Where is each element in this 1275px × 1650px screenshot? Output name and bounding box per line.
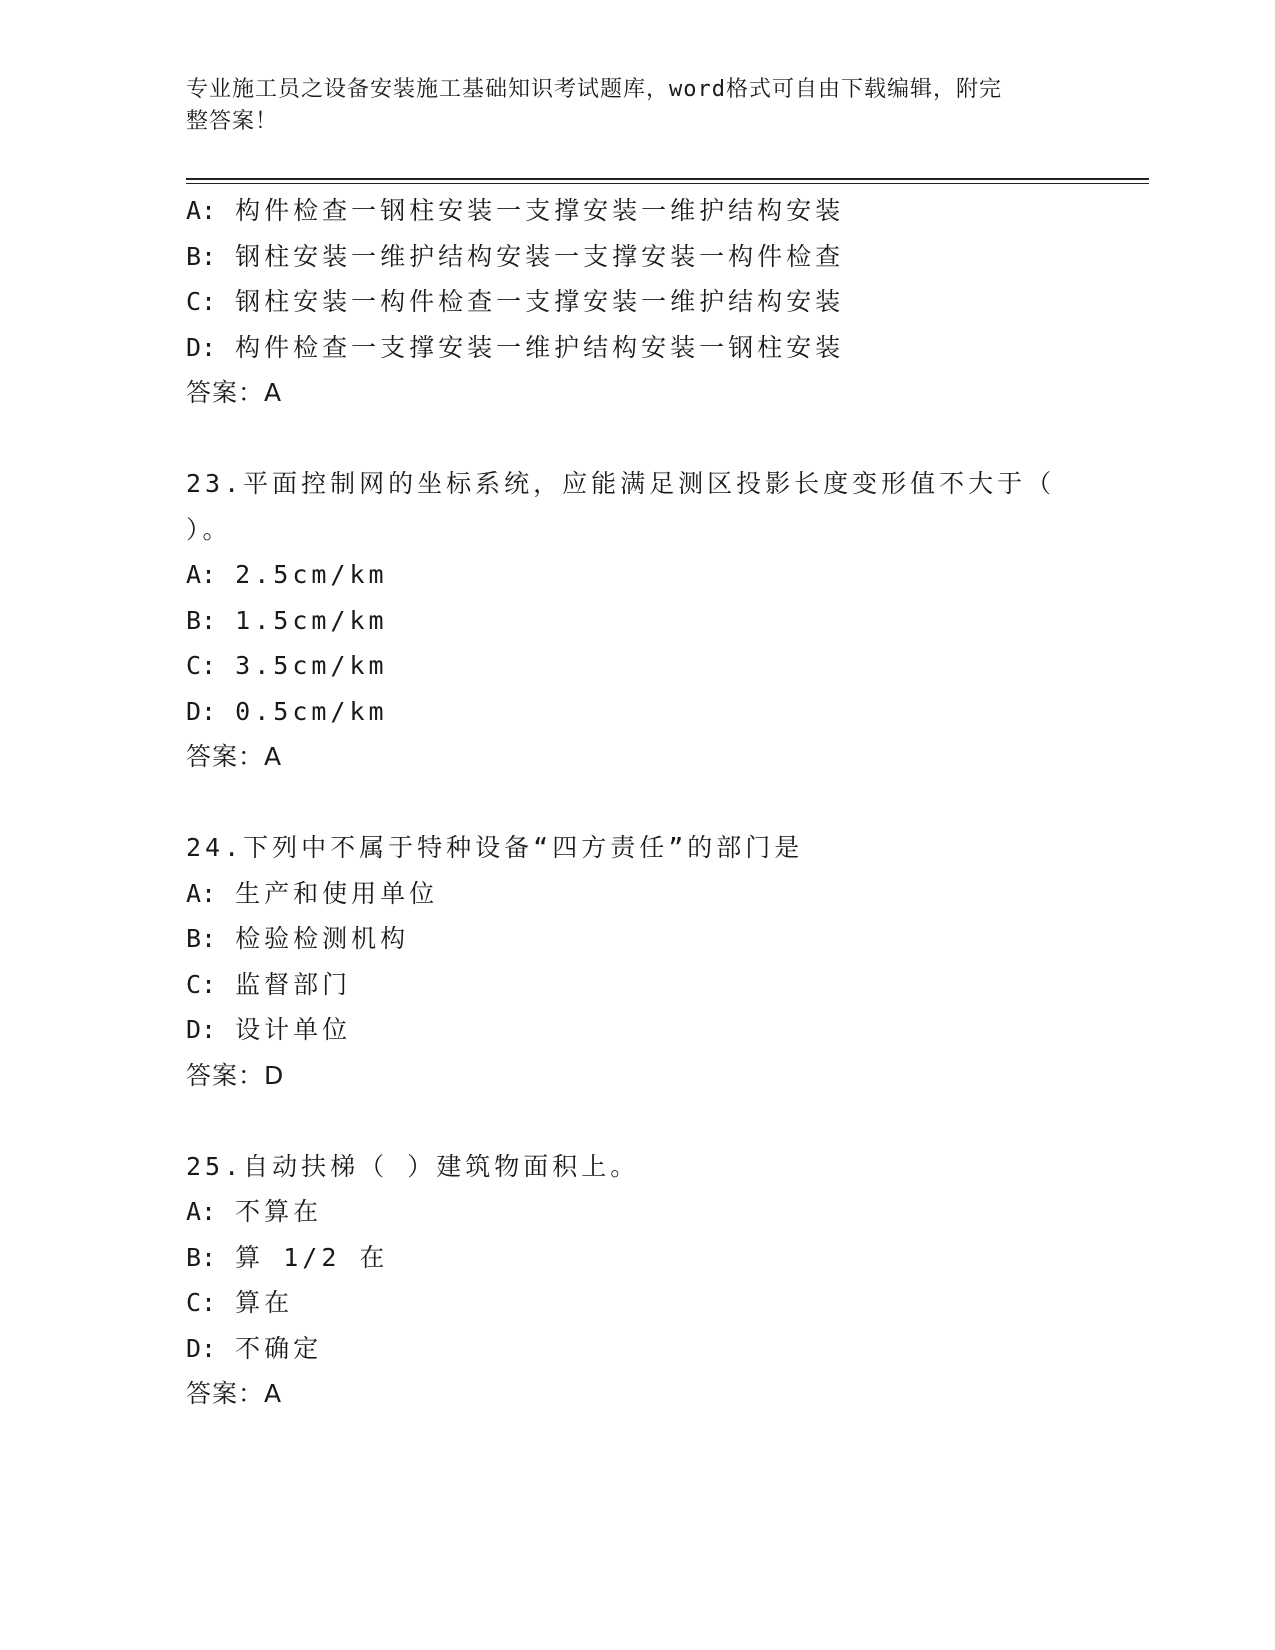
header-line-2: 整答案！: [186, 109, 279, 134]
option-label: C:: [186, 287, 217, 316]
spacer: [186, 416, 1086, 462]
option-label: D:: [186, 1015, 217, 1044]
option-label: D:: [186, 1333, 217, 1363]
option-d: [186, 325, 1086, 371]
option-label: A:: [186, 878, 217, 908]
question-stem: 24.下列中不属于特种设备“四方责任”的部门是: [186, 833, 804, 862]
option-a: [186, 871, 1086, 917]
option-b: [186, 234, 1086, 280]
answer-line: 答案：D: [186, 1060, 285, 1090]
question-22: [186, 188, 1086, 416]
header-divider-thick: [186, 178, 1149, 180]
option-text: 1.5cm/km: [235, 605, 388, 635]
option-b: [186, 598, 1086, 644]
question-23: [186, 461, 1086, 780]
option-text: 构件检查一钢柱安装一支撑安装一维护结构安装: [235, 196, 845, 225]
option-text: 2.5cm/km: [235, 560, 388, 589]
answer-line: 答案：A: [186, 378, 283, 407]
question-content: [186, 188, 1086, 1417]
option-b: [186, 916, 1086, 962]
option-text: 算在: [235, 1288, 294, 1317]
option-text: 设计单位: [235, 1015, 352, 1044]
option-text: 监督部门: [235, 969, 352, 999]
document-header: [186, 74, 1066, 138]
option-label: D:: [186, 696, 217, 726]
option-text: 不确定: [235, 1333, 323, 1363]
option-text: 钢柱安装一维护结构安装一支撑安装一构件检查: [235, 241, 845, 271]
option-text: 检验检测机构: [235, 924, 410, 953]
option-text: 算 1/2 在: [235, 1242, 389, 1272]
question-25: [186, 1144, 1086, 1417]
option-text: 构件检查一支撑安装一维护结构安装一钢柱安装: [235, 332, 845, 362]
option-text: 0.5cm/km: [235, 696, 388, 726]
option-label: C:: [186, 1288, 217, 1317]
option-text: 钢柱安装一构件检查一支撑安装一维护结构安装: [235, 287, 845, 316]
question-24: [186, 825, 1086, 1098]
spacer: [186, 780, 1086, 826]
header-line-1: 专业施工员之设备安装施工基础知识考试题库，word格式可自由下载编辑，附完: [186, 77, 1002, 102]
option-c: [186, 962, 1086, 1008]
option-label: B:: [186, 924, 217, 953]
option-text: 不算在: [235, 1197, 323, 1226]
spacer: [186, 1098, 1086, 1144]
option-label: D:: [186, 332, 217, 362]
question-stem: 23.平面控制网的坐标系统，应能满足测区投影长度变形值不大于（: [186, 469, 1056, 498]
option-label: A:: [186, 560, 217, 589]
option-a: [186, 552, 1086, 598]
option-d: [186, 689, 1086, 735]
option-label: C:: [186, 969, 217, 999]
option-label: B:: [186, 241, 217, 271]
header-divider-thin: [186, 183, 1149, 184]
option-a: [186, 188, 1086, 234]
question-stem: 25.自动扶梯（ ）建筑物面积上。: [186, 1151, 640, 1181]
question-stem-continued: ）。: [186, 514, 232, 544]
option-label: C:: [186, 651, 217, 680]
answer-line: 答案：A: [186, 742, 283, 771]
option-c: [186, 279, 1086, 325]
option-label: B:: [186, 1242, 217, 1272]
option-label: A:: [186, 196, 217, 225]
option-d: [186, 1007, 1086, 1053]
option-c: [186, 643, 1086, 689]
option-text: 生产和使用单位: [235, 878, 439, 908]
option-a: [186, 1189, 1086, 1235]
option-d: [186, 1326, 1086, 1372]
answer-line: 答案：A: [186, 1379, 283, 1408]
option-c: [186, 1280, 1086, 1326]
option-text: 3.5cm/km: [235, 651, 388, 680]
option-label: A:: [186, 1197, 217, 1226]
option-label: B:: [186, 605, 217, 635]
option-b: [186, 1235, 1086, 1281]
